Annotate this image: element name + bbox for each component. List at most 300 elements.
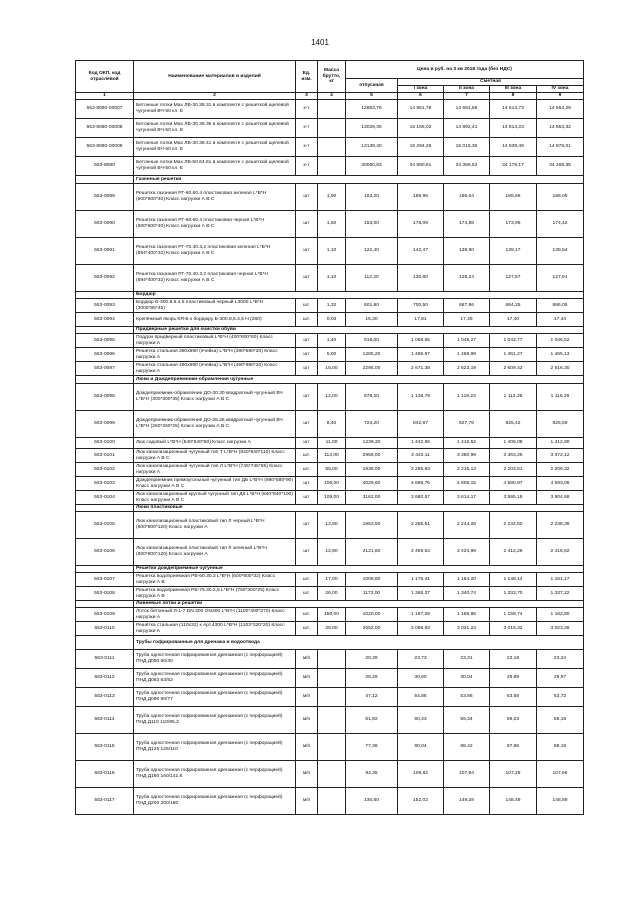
cell-price-release: 51,92 <box>346 707 398 734</box>
cell-code: 553-0091 <box>76 238 134 265</box>
cell-price-zone-2: 88,42 <box>444 734 490 761</box>
cell-price-release: 1938,00 <box>346 463 398 477</box>
cell-name: Труба одностенная гофрированная дренажная (с перфорацией) ПНД Д063 63/52 <box>134 669 296 688</box>
cell-mass: 8,40 <box>318 411 346 438</box>
cell-code: 553-0089 <box>76 184 134 211</box>
cell-unit: шт <box>296 265 318 292</box>
cell-price-zone-4: 3 023,28 <box>537 622 584 636</box>
cell-name: Люк канализационный круглый чугунный тип ДК L*B*H (840*840*100) Класс нагрузки А В С <box>134 491 296 505</box>
cell-code: 553-8080 <box>76 157 134 176</box>
column-index: 8 <box>490 93 537 100</box>
table-row <box>76 788 584 815</box>
cell-unit: м/п <box>296 650 318 669</box>
cell-price-zone-3: 1 113,35 <box>490 384 537 411</box>
cell-price-release: 20,39 <box>346 650 398 669</box>
cell-price-release: 13029,35 <box>346 119 398 138</box>
cell-unit: шт <box>296 362 318 376</box>
cell-price-zone-3: 2 232,50 <box>490 512 537 539</box>
cell-unit: м/п <box>296 761 318 788</box>
cell-code: 553-0097 <box>76 362 134 376</box>
cell-price-zone-3: 1 148,14 <box>490 573 537 587</box>
cell-mass <box>318 669 346 688</box>
cell-price-zone-4: 3 372,12 <box>537 449 584 463</box>
cell-price-zone-4: 1 151,17 <box>537 573 584 587</box>
cell-price-zone-2: 1 340,74 <box>444 587 490 601</box>
table-row <box>76 157 584 176</box>
table-row <box>76 138 584 157</box>
cell-price-zone-2: 53,86 <box>444 688 490 707</box>
cell-price-zone-3: 127,57 <box>490 265 537 292</box>
cell-price-zone-1: 1 175,41 <box>398 573 444 587</box>
cell-price-zone-1: 109,82 <box>398 761 444 788</box>
cell-price-zone-4: 59,19 <box>537 707 584 734</box>
cell-price-zone-4: 4 593,06 <box>537 477 584 491</box>
cell-price-zone-3: 1 461,27 <box>490 348 537 362</box>
section-row <box>76 601 584 608</box>
cell-price-zone-1: 1 442,55 <box>398 438 444 449</box>
section-title: Ливневые лотки и решетки <box>134 601 584 608</box>
cell-price-release: 94,35 <box>346 761 398 788</box>
cell-price-zone-3: 148,49 <box>490 788 537 815</box>
cell-code: 553-0094 <box>76 313 134 327</box>
cell-code: 553-0117 <box>76 788 134 815</box>
cell-unit: шт. <box>296 449 318 463</box>
table-row <box>76 313 584 327</box>
cell-price-zone-2: 14 892,41 <box>444 119 490 138</box>
table-row <box>76 100 584 119</box>
cell-code: 553-0092 <box>76 265 134 292</box>
cell-mass: 1,32 <box>318 299 346 313</box>
table-body <box>76 100 584 815</box>
section-row <box>76 505 584 512</box>
cell-price-zone-4: 2 238,39 <box>537 512 584 539</box>
cell-mass: 12,80 <box>318 512 346 539</box>
table-row <box>76 669 584 688</box>
cell-price-zone-1: 3 443,11 <box>398 449 444 463</box>
cell-price-zone-1: 152,02 <box>398 788 444 815</box>
cell-code: 553-0114 <box>76 707 134 734</box>
cell-mass: 17,00 <box>318 573 346 587</box>
cell-price-zone-1: 54,85 <box>398 688 444 707</box>
table-row <box>76 650 584 669</box>
table-row <box>76 438 584 449</box>
cell-code: 553-0116 <box>76 761 134 788</box>
column-index: 9 <box>537 93 584 100</box>
cell-unit: к-т <box>296 157 318 176</box>
column-index: 6 <box>398 93 444 100</box>
section-row <box>76 566 584 573</box>
cell-mass <box>318 707 346 734</box>
section-row <box>76 376 584 384</box>
cell-price-zone-1: 2 671,38 <box>398 362 444 376</box>
table-row <box>76 539 584 566</box>
header-unit: Ед. изм. <box>296 61 318 93</box>
cell-price-zone-2: 687,86 <box>444 299 490 313</box>
cell-name: Решетка газонная РГ-70.40.3,2 пластиковая зеленая L*B*H (694*400*32) Класс нагрузки А В С <box>134 238 296 265</box>
column-index: 2 <box>134 93 296 100</box>
table-row <box>76 362 584 376</box>
cell-unit: м/п <box>296 669 318 688</box>
section-title: Решетки дождеприемные чугунные <box>134 566 584 573</box>
cell-price-zone-3: 2 609,42 <box>490 362 537 376</box>
section-code-cell <box>76 636 134 650</box>
cell-price-zone-3: 14 814,23 <box>490 119 537 138</box>
cell-unit: шт. <box>296 299 318 313</box>
cell-price-zone-3: 173,96 <box>490 211 537 238</box>
cell-name: Труба одностенная гофрированная дренажная (с перфорацией) ПНД Д160 160/141,6 <box>134 761 296 788</box>
cell-price-release: 30060,83 <box>346 157 398 176</box>
cell-code: 553-0110 <box>76 622 134 636</box>
cell-mass: 1,40 <box>318 334 346 348</box>
cell-unit: м/п <box>296 734 318 761</box>
section-title: Бордюр <box>134 292 584 299</box>
section-code-cell <box>76 601 134 608</box>
cell-price-zone-4: 14 853,32 <box>537 119 584 138</box>
cell-code: 553-0098 <box>76 384 134 411</box>
cell-price-zone-1: 2 285,51 <box>398 512 444 539</box>
cell-price-release: 1963,50 <box>346 512 398 539</box>
table-row <box>76 449 584 463</box>
cell-name: Решетка стальная 390х590 (ячейка) L*B*H (390*590*20) Класс нагрузки А <box>134 348 296 362</box>
cell-price-release: 77,36 <box>346 734 398 761</box>
cell-code: 553-0101 <box>76 449 134 463</box>
cell-price-zone-2: 2 215,13 <box>444 463 490 477</box>
cell-price-zone-1: 189,96 <box>398 184 444 211</box>
cell-price-zone-4: 174,42 <box>537 211 584 238</box>
cell-unit: шт. <box>296 573 318 587</box>
cell-price-zone-1: 1 068,55 <box>398 334 444 348</box>
cell-price-zone-3: 14 939,49 <box>490 138 537 157</box>
cell-unit: к-т <box>296 119 318 138</box>
cell-price-zone-3: 1 333,70 <box>490 587 537 601</box>
header-mass: Масса брутто, кг <box>318 61 346 93</box>
cell-price-zone-2: 17,49 <box>444 313 490 327</box>
cell-price-release: 15,30 <box>346 313 398 327</box>
cell-price-zone-2: 59,34 <box>444 707 490 734</box>
cell-name: Лоток бетонный Л-1-7 DN 300 ОN300 L*B*H (1100*400*370) Класс нагрузки А <box>134 608 296 622</box>
cell-unit: м/п <box>296 688 318 707</box>
section-code-cell <box>76 327 134 334</box>
cell-price-zone-4: 34 269,35 <box>537 157 584 176</box>
table-row <box>76 587 584 601</box>
cell-mass: 5,00 <box>318 348 346 362</box>
cell-price-zone-3: 825,42 <box>490 411 537 438</box>
cell-code: 553-0090 <box>76 211 134 238</box>
cell-mass <box>318 650 346 669</box>
cell-price-zone-4: 14 653,29 <box>537 100 584 119</box>
cell-unit: шт <box>296 438 318 449</box>
cell-price-release: 2958,00 <box>346 449 398 463</box>
cell-price-zone-4: 1 412,80 <box>537 438 584 449</box>
cell-price-zone-4: 127,91 <box>537 265 584 292</box>
cell-price-release: 724,20 <box>346 411 398 438</box>
cell-price-release: 2121,60 <box>346 539 398 566</box>
cell-name: Бетонные лотки Max ЛВ-30.38.41 в комплекте с решеткой щелевой чугунной ВЧ-50 кл. Е <box>134 138 296 157</box>
cell-price-zone-4: 53,72 <box>537 688 584 707</box>
cell-price-zone-1: 1 495,97 <box>398 348 444 362</box>
cell-price-zone-4: 686,05 <box>537 299 584 313</box>
section-title: Газонные решетки <box>134 176 584 184</box>
section-row <box>76 176 584 184</box>
cell-price-zone-3: 139,17 <box>490 238 537 265</box>
cell-name: Люк канализационный пластиковый тип Л черный L*B*H (800*800*120) Класс нагрузки А <box>134 512 296 539</box>
cell-code: 553-0112 <box>76 669 134 688</box>
table-row <box>76 334 584 348</box>
cell-unit: к-т <box>296 138 318 157</box>
cell-price-zone-2: 3 031,24 <box>444 622 490 636</box>
column-index: 5 <box>346 93 398 100</box>
cell-mass: 1,10 <box>318 265 346 292</box>
table-row <box>76 707 584 734</box>
cell-price-zone-3: 185,56 <box>490 184 537 211</box>
column-index-row <box>76 93 584 100</box>
cell-unit: шт. <box>296 622 318 636</box>
cell-price-zone-2: 2 244,28 <box>444 512 490 539</box>
header-zone-2: II зона <box>444 86 490 93</box>
cell-unit: шт <box>296 211 318 238</box>
cell-price-release: 163,20 <box>346 184 398 211</box>
cell-price-release: 918,00 <box>346 334 398 348</box>
section-title: Люки пластиковые <box>134 505 584 512</box>
cell-price-zone-2: 1 049,27 <box>444 334 490 348</box>
cell-mass <box>318 119 346 138</box>
cell-name: Бордюр Б-300.8.5.4.5 пластиковый черный L3000 L*B*H (3000*85*45) <box>134 299 296 313</box>
cell-price-zone-1: 142,47 <box>398 238 444 265</box>
cell-price-release: 12853,76 <box>346 100 398 119</box>
cell-price-zone-2: 14 691,65 <box>444 100 490 119</box>
cell-name: Бетонные лотки Max ЛВ-30.38.36 в комплекте с решеткой щелевой чугунной ВЧ-50 кл. Е <box>134 119 296 138</box>
cell-code: 553-0111 <box>76 650 134 669</box>
cell-price-release: 1020,00 <box>346 608 398 622</box>
cell-price-zone-1: 178,09 <box>398 211 444 238</box>
cell-price-zone-3: 1 159,74 <box>490 608 537 622</box>
column-index: 3 <box>296 93 318 100</box>
table-row <box>76 238 584 265</box>
header-name: Наименование материалов и изделий <box>134 61 296 93</box>
cell-unit: шт <box>296 238 318 265</box>
cell-price-zone-4: 148,89 <box>537 788 584 815</box>
table-row <box>76 512 584 539</box>
cell-price-zone-2: 186,54 <box>444 184 490 211</box>
cell-price-zone-4: 1 046,52 <box>537 334 584 348</box>
cell-price-zone-2: 149,28 <box>444 788 490 815</box>
cell-unit: шт. <box>296 587 318 601</box>
cell-price-zone-1: 1 187,28 <box>398 608 444 622</box>
cell-mass <box>318 100 346 119</box>
cell-code: 553-0095 <box>76 334 134 348</box>
cell-price-zone-1: 14 961,78 <box>398 100 444 119</box>
cell-price-zone-2: 3 380,99 <box>444 449 490 463</box>
cell-price-release: 2295,00 <box>346 362 398 376</box>
cell-price-release: 130,60 <box>346 788 398 815</box>
cell-price-release: 47,12 <box>346 688 398 707</box>
cell-price-zone-3: 53,58 <box>490 688 537 707</box>
cell-name: Решётка стальная (110х32) к Арт.4300 L*B*H (1103*320*20) Класс нагрузки А <box>134 622 296 636</box>
cell-code: 553-0106 <box>76 539 134 566</box>
table-row <box>76 734 584 761</box>
table-row <box>76 184 584 211</box>
cell-price-release: 3162,00 <box>346 491 398 505</box>
cell-mass: 12,00 <box>318 384 346 411</box>
section-code-cell <box>76 176 134 184</box>
table-row <box>76 299 584 313</box>
cell-price-zone-1: 90,04 <box>398 734 444 761</box>
cell-price-zone-2: 107,84 <box>444 761 490 788</box>
cell-unit: шт. <box>296 313 318 327</box>
cell-price-zone-3: 2 412,26 <box>490 539 537 566</box>
cell-price-zone-3: 1 409,08 <box>490 438 537 449</box>
cell-price-zone-4: 2 616,30 <box>537 362 584 376</box>
cell-name: Поддон придверный пластиковый L*B*H (400*600*60) Класс нагрузки А <box>134 334 296 348</box>
section-code-cell <box>76 376 134 384</box>
cell-mass: 0,03 <box>318 313 346 327</box>
table-row <box>76 265 584 292</box>
cell-unit: шт <box>296 384 318 411</box>
cell-price-zone-4: 186,05 <box>537 184 584 211</box>
header-zone-3: III зона <box>490 86 537 93</box>
section-row <box>76 636 584 650</box>
cell-mass: 1,10 <box>318 238 346 265</box>
cell-name: Труба одностенная гофрированная дренажная (с перфорацией) ПНД Д125 125/110 <box>134 734 296 761</box>
cell-price-release: 978,20 <box>346 384 398 411</box>
cell-price-zone-3: 29,89 <box>490 669 537 688</box>
cell-price-release: 1239,30 <box>346 438 398 449</box>
cell-price-zone-2: 2 424,99 <box>444 539 490 566</box>
cell-code: 553-0107 <box>76 573 134 587</box>
cell-price-zone-2: 139,90 <box>444 238 490 265</box>
cell-price-release: 2652,00 <box>346 622 398 636</box>
cell-mass: 105,00 <box>318 477 346 491</box>
section-title: Люки и Дождеприемники-обрамления чугунные <box>134 376 584 384</box>
section-title: Придверные решетки для очистки обуви <box>134 327 584 334</box>
cell-name: Дождеприемник-обрамление ДО-26.26 квадратный чугунный ВЧ L*B*H (260*260*25) Класс нагрузки А В С <box>134 411 296 438</box>
cell-name: Люк канализационный чугунный тип Л L*B*H (745*745*65) Класс нагрузки А <box>134 463 296 477</box>
cell-mass: 15,00 <box>318 362 346 376</box>
cell-code: 553-0100 <box>76 438 134 449</box>
cell-name: Бетонные лотки Max ЛВ-50.64.61 в комплекте с решеткой щелевой чугунной ВЧ-50 кл. Е <box>134 157 296 176</box>
cell-unit: шт <box>296 334 318 348</box>
cell-name: Труба одностенная гофрированная дренажная (с перфорацией) ПНД Д110 110/95,2 <box>134 707 296 734</box>
cell-price-release: 1173,00 <box>346 587 398 601</box>
cell-name: Решетка водоприемная РВ-60.30.3 L*B*H (600*600*32) Класс нагрузки А В <box>134 573 296 587</box>
cell-price-release: 26,29 <box>346 669 398 688</box>
cell-price-zone-3: 4 580,97 <box>490 477 537 491</box>
cell-mass: 109,00 <box>318 491 346 505</box>
table-row <box>76 463 584 477</box>
cell-name: Решетка газонная РГ-60.60.4 пластиковая черная L*B*H (600*600*40) Класс нагрузки А В С <box>134 211 296 238</box>
cell-unit: м/п <box>296 788 318 815</box>
table-row <box>76 119 584 138</box>
cell-price-zone-3: 107,28 <box>490 761 537 788</box>
cell-price-release: 112,20 <box>346 265 398 292</box>
cell-code: 553-0109 <box>76 608 134 622</box>
cell-code: 553-0102 <box>76 463 134 477</box>
column-index: 4 <box>318 93 346 100</box>
cell-price-zone-1: 2 469,54 <box>398 539 444 566</box>
cell-price-zone-4: 88,19 <box>537 734 584 761</box>
cell-code: 553-0093 <box>76 299 134 313</box>
table-row <box>76 411 584 438</box>
cell-code: 553-0115 <box>76 734 134 761</box>
cell-price-zone-2: 3 614,17 <box>444 491 490 505</box>
cell-unit: шт <box>296 491 318 505</box>
header-code: Код ОКП, код отраслевой <box>76 61 134 93</box>
cell-price-zone-1: 842,97 <box>398 411 444 438</box>
cell-price-release: 1009,80 <box>346 573 398 587</box>
cell-price-zone-4: 825,59 <box>537 411 584 438</box>
cell-mass <box>318 688 346 707</box>
cell-name: Решетка стальная 490х990 (ячейка) L*B*H (490*990*20) Класс нагрузки А <box>134 362 296 376</box>
cell-unit: шт <box>296 184 318 211</box>
cell-name: Люк садовый L*B*H (540*540*50) Класс нагрузки А <box>134 438 296 449</box>
cell-name: Решетка водоприемная РВ-75.30.2,5 L*B*H (750*300*25) Класс нагрузки А В <box>134 587 296 601</box>
cell-price-zone-4: 14 978,01 <box>537 138 584 157</box>
table-row <box>76 384 584 411</box>
cell-mass: 150,00 <box>318 608 346 622</box>
cell-code: 553-0108 <box>76 587 134 601</box>
cell-mass: 1,60 <box>318 211 346 238</box>
cell-price-zone-3: 14 614,73 <box>490 100 537 119</box>
cell-price-zone-4: 139,54 <box>537 238 584 265</box>
cell-price-zone-1: 1 138,79 <box>398 384 444 411</box>
cell-name: Труба одностенная гофрированная дренажная (с перфорацией) ПНД Д090 90/77 <box>134 688 296 707</box>
cell-name: Труба одностенная гофрированная дренажная (с перфорацией) ПНД Д200 200/180 <box>134 788 296 815</box>
table-row <box>76 348 584 362</box>
cell-price-zone-2: 827,76 <box>444 411 490 438</box>
cell-price-zone-3: 3 015,32 <box>490 622 537 636</box>
cell-price-zone-1: 34 990,81 <box>398 157 444 176</box>
page-number: 1401 <box>311 38 329 47</box>
cell-price-zone-4: 107,56 <box>537 761 584 788</box>
cell-price-release: 4029,60 <box>346 477 398 491</box>
section-code-cell <box>76 505 134 512</box>
table-row <box>76 491 584 505</box>
cell-price-zone-3: 59,03 <box>490 707 537 734</box>
cell-price-zone-2: 1 165,86 <box>444 608 490 622</box>
cell-mass: 113,00 <box>318 449 346 463</box>
cell-price-zone-1: 130,60 <box>398 265 444 292</box>
cell-unit: шт <box>296 348 318 362</box>
cell-code: 553-0113 <box>76 688 134 707</box>
section-code-cell <box>76 292 134 299</box>
cell-price-zone-3: 23,18 <box>490 650 537 669</box>
cell-price-zone-4: 17,44 <box>537 313 584 327</box>
table-row <box>76 211 584 238</box>
cell-price-zone-3: 17,40 <box>490 313 537 327</box>
cell-price-zone-2: 4 605,15 <box>444 477 490 491</box>
cell-price-zone-3: 34 179,17 <box>490 157 537 176</box>
cell-code: 553-0105 <box>76 512 134 539</box>
section-title: Трубы гофрированные для дренажа и водоотвода <box>134 636 584 650</box>
cell-price-zone-4: 1 465,13 <box>537 348 584 362</box>
cell-name: Труба одностенная гофрированная дренажная (с перфорацией) ПНД Д050 50/40 <box>134 650 296 669</box>
cell-price-zone-4: 29,97 <box>537 669 584 688</box>
cell-mass <box>318 761 346 788</box>
header-release: отпускная <box>346 79 398 93</box>
cell-price-zone-2: 23,31 <box>444 650 490 669</box>
cell-name: Решетка газонная РГ-70.40.3,2 пластиковая черная L*B*H (694*400*32) Класс нагрузки А В С <box>134 265 296 292</box>
cell-price-zone-2: 128,24 <box>444 265 490 292</box>
cell-price-zone-4: 3 604,68 <box>537 491 584 505</box>
cell-price-zone-4: 1 337,22 <box>537 587 584 601</box>
table-row <box>76 688 584 707</box>
cell-price-zone-2: 34 359,53 <box>444 157 490 176</box>
cell-name: Решетка газонная РГ-60.60.4 пластиковая зеленая L*B*H (600*600*40) Класс нагрузки А В С <box>134 184 296 211</box>
cell-price-zone-3: 87,96 <box>490 734 537 761</box>
cell-unit: м/п <box>296 707 318 734</box>
header-zone-1: I зона <box>398 86 444 93</box>
cell-name: Люк канализационный чугунный тип Т L*B*H (840*840*110) Класс нагрузки А В С <box>134 449 296 463</box>
